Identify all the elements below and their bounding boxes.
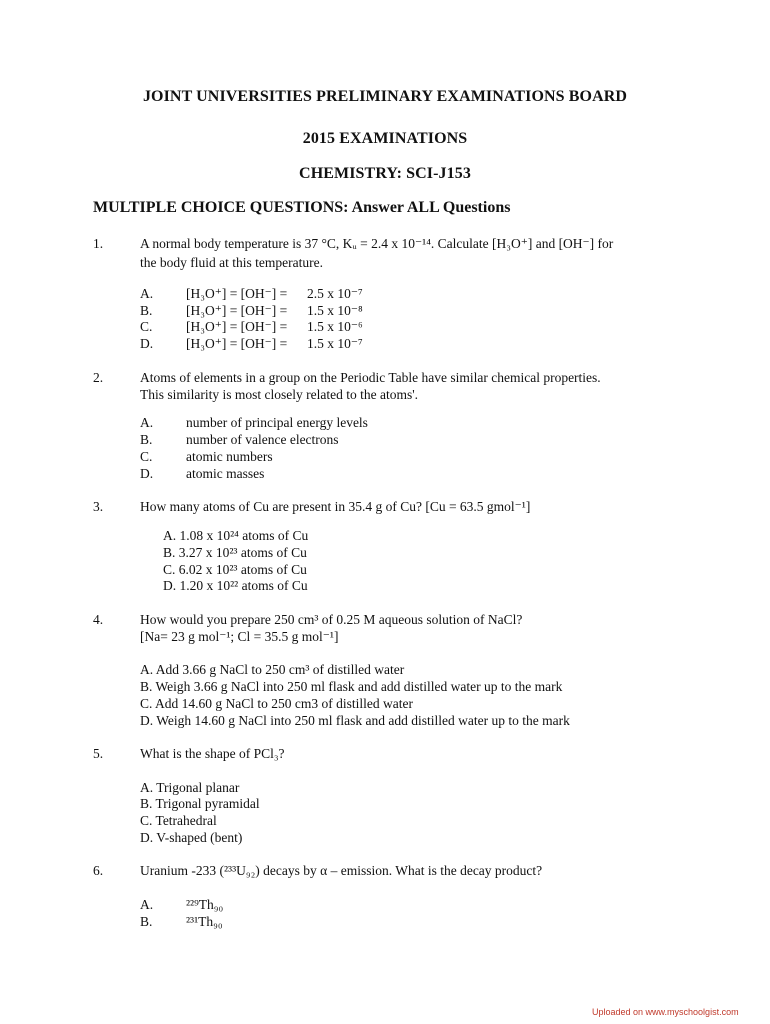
option-text: ²²⁹Th₉₀ <box>186 897 224 912</box>
option-text: D. V-shaped (bent) <box>140 830 243 845</box>
question-text: Atoms of elements in a group on the Periodic Table have similar chemical properties. <box>140 370 601 385</box>
option-letter: B. <box>140 914 153 929</box>
option-value: 1.5 x 10⁻⁸ <box>307 303 363 318</box>
question-number: 3. <box>93 499 104 514</box>
option-text: A. Add 3.66 g NaCl to 250 cm³ of distilled water <box>140 662 405 677</box>
option-expression: [H₃O⁺] = [OH⁻] = <box>186 319 288 334</box>
upload-credit: Uploaded on www.myschoolgist.com <box>592 1007 739 1017</box>
exam-year: 2015 EXAMINATIONS <box>302 130 468 147</box>
question-number: 6. <box>93 863 104 878</box>
option-expression: [H₃O⁺] = [OH⁻] = <box>186 286 288 301</box>
board-title: JOINT UNIVERSITIES PRELIMINARY EXAMINATIONS BOARD <box>142 88 628 105</box>
option-value: 2.5 x 10⁻⁷ <box>307 286 363 301</box>
option-letter: A. <box>140 415 154 430</box>
option-text: atomic numbers <box>186 449 273 464</box>
option-letter: D. <box>140 466 154 481</box>
option-letter: C. <box>140 319 153 334</box>
option-text: B. 3.27 x 10²³ atoms of Cu <box>163 545 307 560</box>
question-number: 4. <box>93 612 104 627</box>
question-number: 1. <box>93 236 104 251</box>
option-text: A. 1.08 x 10²⁴ atoms of Cu <box>163 528 309 543</box>
option-letter: C. <box>140 449 153 464</box>
option-letter: D. <box>140 336 154 351</box>
option-text: B. Weigh 3.66 g NaCl into 250 ml flask and add distilled water up to the mark <box>140 679 563 694</box>
question-text: [Na= 23 g mol⁻¹; Cl = 35.5 g mol⁻¹] <box>140 629 339 644</box>
option-text: C. Tetrahedral <box>140 813 217 828</box>
question-text: A normal body temperature is 37 °C, Kᵤ = 2.4 x 10⁻¹⁴. Calculate [H₃O⁺] and [OH⁻] for <box>140 236 614 251</box>
option-text: D. Weigh 14.60 g NaCl into 250 ml flask and add distilled water up to the mark <box>140 713 570 728</box>
question-text: the body fluid at this temperature. <box>140 255 323 270</box>
option-letter: A. <box>140 897 154 912</box>
option-letter: B. <box>140 303 153 318</box>
question-number: 5. <box>93 746 104 761</box>
option-text: ²³¹Th₉₀ <box>186 914 223 929</box>
option-letter: A. <box>140 286 154 301</box>
option-text: number of valence electrons <box>186 432 339 447</box>
option-letter: B. <box>140 432 153 447</box>
question-number: 2. <box>93 370 104 385</box>
option-text: C. 6.02 x 10²³ atoms of Cu <box>163 562 307 577</box>
option-value: 1.5 x 10⁻⁶ <box>307 319 363 334</box>
option-expression: [H₃O⁺] = [OH⁻] = <box>186 336 288 351</box>
option-text: B. Trigonal pyramidal <box>140 796 260 811</box>
option-text: number of principal energy levels <box>186 415 368 430</box>
option-text: C. Add 14.60 g NaCl to 250 cm3 of distilled water <box>140 696 413 711</box>
section-heading: MULTIPLE CHOICE QUESTIONS: Answer ALL Questions <box>93 199 511 216</box>
option-value: 1.5 x 10⁻⁷ <box>307 336 363 351</box>
question-text: What is the shape of PCl₃? <box>140 746 285 761</box>
question-text: Uranium -233 (²³³U₉₂) decays by α – emission. What is the decay product? <box>140 863 543 878</box>
question-text: How would you prepare 250 cm³ of 0.25 M aqueous solution of NaCl? <box>140 612 523 627</box>
question-text: How many atoms of Cu are present in 35.4 g of Cu? [Cu = 63.5 gmol⁻¹] <box>140 499 531 514</box>
option-text: atomic masses <box>186 466 265 481</box>
option-text: A. Trigonal planar <box>140 780 240 795</box>
option-text: D. 1.20 x 10²² atoms of Cu <box>163 578 308 593</box>
subject-title: CHEMISTRY: SCI-J153 <box>299 165 471 182</box>
option-expression: [H₃O⁺] = [OH⁻] = <box>186 303 288 318</box>
question-text: This similarity is most closely related to the atoms'. <box>140 387 419 402</box>
